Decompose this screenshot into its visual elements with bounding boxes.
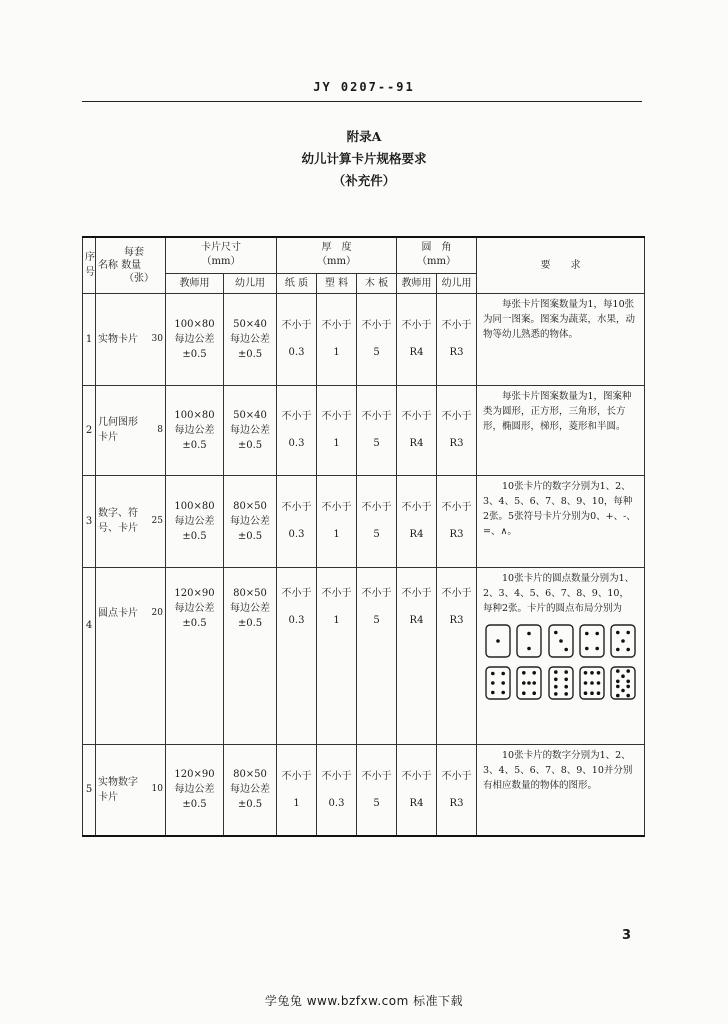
child-size: 80×50 每边公差 ±0.5 xyxy=(224,744,277,836)
row-number: 3 xyxy=(83,475,96,567)
header-corner-teacher: 教师用 xyxy=(397,273,437,293)
standard-code: JY 0207--91 xyxy=(313,80,415,94)
title-block xyxy=(0,126,728,192)
table-header-row-1 xyxy=(83,237,645,273)
dot-card-frame xyxy=(517,625,541,657)
dot xyxy=(527,631,531,635)
dot-card-1 xyxy=(485,624,511,658)
requirement-text: 10张卡片的圆点数量分别为1、2、3、4、5、6、7、8、9、10，每种2张。卡片的圆点布局分别为 xyxy=(483,572,635,614)
requirement-text: 每张卡片图案数量为1，每10张为同一图案。图案为蔬菜，水果，动物等幼儿熟悉的物体。 xyxy=(483,298,636,340)
dot xyxy=(522,671,526,675)
dot xyxy=(590,681,594,685)
dot xyxy=(616,630,620,634)
dot-card-6 xyxy=(485,666,511,700)
dot xyxy=(533,671,537,675)
thickness-plastic: 不小于 1 xyxy=(317,475,357,567)
dot-card-frame xyxy=(549,667,573,699)
dot xyxy=(564,692,568,696)
dot-card-3 xyxy=(548,624,574,658)
row-number: 4 xyxy=(83,567,96,744)
dot-card-10 xyxy=(610,666,636,700)
dot-card-2 xyxy=(516,624,542,658)
dot xyxy=(583,681,587,685)
dot xyxy=(564,670,568,674)
dot xyxy=(491,681,495,685)
dot-layout-figures xyxy=(483,624,638,700)
quantity: 25 xyxy=(151,515,163,526)
dot xyxy=(596,681,600,685)
dot-card-9 xyxy=(579,666,605,700)
row-number: 2 xyxy=(83,385,96,475)
requirement-cell xyxy=(477,567,645,744)
dot xyxy=(616,647,620,651)
dot xyxy=(616,684,620,688)
header-wood: 木 板 xyxy=(357,273,397,293)
dot xyxy=(616,669,620,673)
dot xyxy=(626,693,630,697)
dot xyxy=(583,671,587,675)
teacher-size: 100×80 每边公差 ±0.5 xyxy=(166,385,224,475)
dot xyxy=(533,691,537,695)
card-name: 数字、符 号、卡片 25 xyxy=(96,475,166,567)
quantity: 20 xyxy=(151,607,163,618)
dot xyxy=(621,674,625,678)
header-corner: 圆 角 （mm） xyxy=(397,237,477,273)
sub-title: （补充件） xyxy=(332,173,396,188)
dot xyxy=(585,631,589,635)
dot xyxy=(626,669,630,673)
page-number: 3 xyxy=(622,928,632,943)
header-card-size: 卡片尺寸 （mm） xyxy=(166,237,277,273)
corner-child: 不小于 R3 xyxy=(437,567,477,744)
dot xyxy=(554,630,558,634)
dot xyxy=(564,647,568,651)
thickness-plastic: 不小于 1 xyxy=(317,567,357,744)
dot-card-8 xyxy=(548,666,574,700)
card-name: 实物卡片 30 xyxy=(96,293,166,385)
dot xyxy=(590,691,594,695)
thickness-wood: 不小于 5 xyxy=(357,293,397,385)
dot xyxy=(501,681,505,685)
quantity: 8 xyxy=(157,424,163,435)
dot xyxy=(522,681,526,685)
child-size: 80×50 每边公差 ±0.5 xyxy=(224,567,277,744)
child-size: 50×40 每边公差 ±0.5 xyxy=(224,293,277,385)
dot xyxy=(522,691,526,695)
thickness-wood: 不小于 5 xyxy=(357,567,397,744)
corner-child: 不小于 R3 xyxy=(437,293,477,385)
corner-teacher: 不小于 R4 xyxy=(397,567,437,744)
card-name: 实物数字 卡片 10 xyxy=(96,744,166,836)
header-corner-child: 幼儿用 xyxy=(437,273,477,293)
dot xyxy=(616,693,620,697)
corner-child: 不小于 R3 xyxy=(437,744,477,836)
row-number: 5 xyxy=(83,744,96,836)
dot xyxy=(616,679,620,683)
requirement-cell xyxy=(477,744,645,836)
teacher-size: 120×90 每边公差 ±0.5 xyxy=(166,744,224,836)
dot xyxy=(626,679,630,683)
dot xyxy=(626,630,630,634)
dot xyxy=(491,671,495,675)
dot xyxy=(559,639,563,643)
header-seq: 序号 xyxy=(83,237,96,293)
corner-teacher: 不小于 R4 xyxy=(397,744,437,836)
dot xyxy=(595,646,599,650)
table-row xyxy=(83,744,645,836)
thickness-wood: 不小于 5 xyxy=(357,475,397,567)
header-plastic: 塑 料 xyxy=(317,273,357,293)
requirement-cell xyxy=(477,293,645,385)
dot xyxy=(533,681,537,685)
dot-card-4 xyxy=(579,624,605,658)
dot xyxy=(554,670,558,674)
dot xyxy=(554,692,558,696)
teacher-size: 120×90 每边公差 ±0.5 xyxy=(166,567,224,744)
corner-teacher: 不小于 R4 xyxy=(397,475,437,567)
dot xyxy=(527,646,531,650)
header-thickness: 厚 度 （mm） xyxy=(277,237,397,273)
corner-teacher: 不小于 R4 xyxy=(397,385,437,475)
dot xyxy=(564,684,568,688)
thickness-plastic: 不小于 1 xyxy=(317,385,357,475)
dot-card-5 xyxy=(610,624,636,658)
dot-card-frame xyxy=(611,667,635,699)
dot xyxy=(596,671,600,675)
dot xyxy=(527,681,531,685)
child-size: 80×50 每边公差 ±0.5 xyxy=(224,475,277,567)
dot xyxy=(554,684,558,688)
table-row xyxy=(83,293,645,385)
dot xyxy=(491,690,495,694)
dot xyxy=(621,639,625,643)
thickness-wood: 不小于 5 xyxy=(357,744,397,836)
header-requirements: 要 求 xyxy=(477,237,645,293)
requirement-cell xyxy=(477,385,645,475)
dot xyxy=(501,690,505,694)
dot xyxy=(596,691,600,695)
card-name: 几何图形 卡片 8 xyxy=(96,385,166,475)
dot xyxy=(496,639,500,643)
table-row xyxy=(83,385,645,475)
dot xyxy=(595,631,599,635)
requirement-text: 10张卡片的数字分别为1、2、3、4、5、6、7、8、9、10并分别有相应数量的物体的图形。 xyxy=(483,749,633,791)
dot xyxy=(554,677,558,681)
header-name-qty: 每套 名称 数量 （张） xyxy=(96,237,166,293)
corner-child: 不小于 R3 xyxy=(437,475,477,567)
thickness-paper: 不小于 0.3 xyxy=(277,475,317,567)
quantity: 10 xyxy=(151,784,163,795)
header-child: 幼儿用 xyxy=(224,273,277,293)
dot xyxy=(590,671,594,675)
table-row xyxy=(83,475,645,567)
header-rule xyxy=(82,101,642,102)
dot-card-7 xyxy=(516,666,542,700)
child-size: 50×40 每边公差 ±0.5 xyxy=(224,385,277,475)
main-title: 幼儿计算卡片规格要求 xyxy=(301,151,427,166)
teacher-size: 100×80 每边公差 ±0.5 xyxy=(166,475,224,567)
footer-watermark: 学兔兔 www.bzfxw.com 标准下载 xyxy=(264,994,464,1008)
thickness-wood: 不小于 5 xyxy=(357,385,397,475)
thickness-paper: 不小于 0.3 xyxy=(277,567,317,744)
dot-card-frame xyxy=(580,625,604,657)
appendix-title: 附录A xyxy=(346,129,382,144)
corner-child: 不小于 R3 xyxy=(437,385,477,475)
card-name: 圆点卡片 20 xyxy=(96,567,166,744)
dot xyxy=(585,646,589,650)
dot xyxy=(583,691,587,695)
header-paper: 纸 质 xyxy=(277,273,317,293)
thickness-plastic: 不小于 1 xyxy=(317,293,357,385)
dot xyxy=(564,677,568,681)
requirement-text: 每张卡片图案数量为1，图案种类为圆形，正方形，三角形，长方形，椭圆形，梯形，菱形和半圆。 xyxy=(483,390,632,432)
dot-card-frame xyxy=(486,667,510,699)
dot xyxy=(501,671,505,675)
quantity: 30 xyxy=(151,333,163,344)
requirement-text: 10张卡片的数字分别为1、2、3、4、5、6、7、8、9、10，每种2张。5张符号卡片分别为0、+、-、=、∧。 xyxy=(483,480,636,537)
dot xyxy=(626,647,630,651)
thickness-plastic: 不小于 0.3 xyxy=(317,744,357,836)
corner-teacher: 不小于 R4 xyxy=(397,293,437,385)
dot xyxy=(626,684,630,688)
thickness-paper: 不小于 0.3 xyxy=(277,293,317,385)
row-number: 1 xyxy=(83,293,96,385)
header-teacher: 教师用 xyxy=(166,273,224,293)
table-row xyxy=(83,567,645,744)
requirement-cell xyxy=(477,475,645,567)
thickness-paper: 不小于 1 xyxy=(277,744,317,836)
thickness-paper: 不小于 0.3 xyxy=(277,385,317,475)
dot xyxy=(621,688,625,692)
spec-table xyxy=(82,236,645,837)
teacher-size: 100×80 每边公差 ±0.5 xyxy=(166,293,224,385)
